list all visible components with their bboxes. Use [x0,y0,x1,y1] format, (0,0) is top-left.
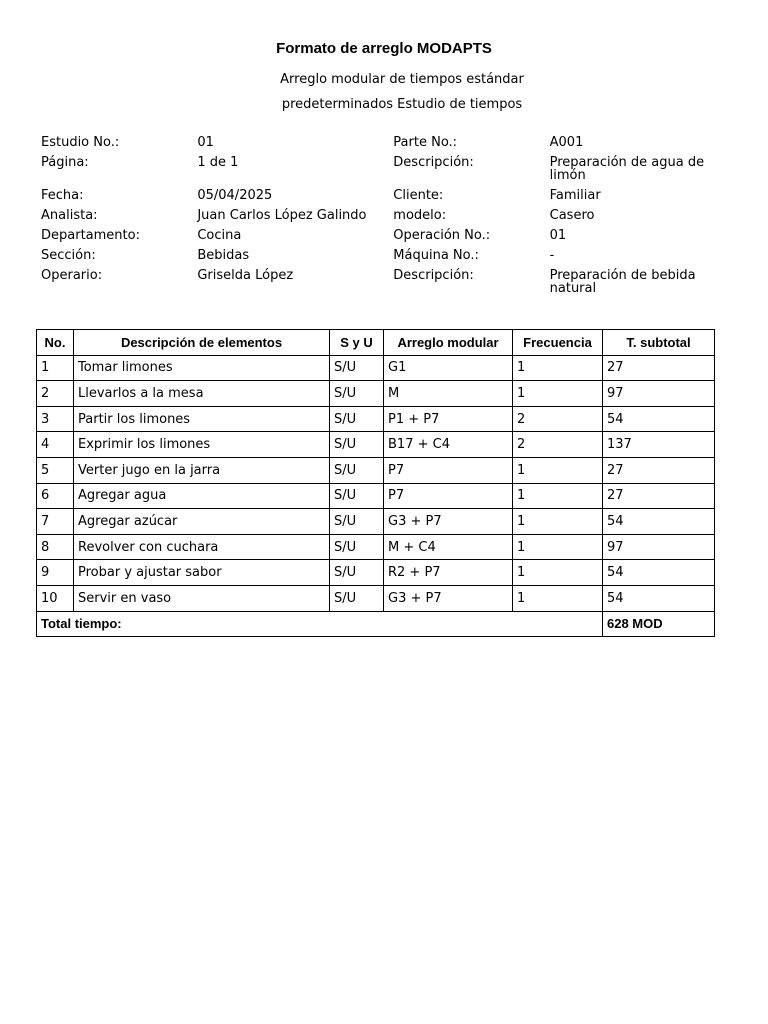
total-label: Total tiempo: [37,611,603,637]
info-label: Departamento: [41,228,140,243]
info-value: 01 [197,135,214,150]
cell-subtotal: 27 [603,483,715,509]
info-value: - [549,248,555,263]
info-row [41,156,721,189]
table-row [37,585,715,611]
info-row [41,209,721,229]
cell-s-y-u: S/U [330,585,384,611]
cell-no: 1 [37,355,74,381]
col-header-frecuencia: Frecuencia [513,330,603,356]
total-row [37,611,715,637]
info-value: 1 de 1 [197,155,239,170]
cell-s-y-u: S/U [330,560,384,586]
info-value: Griselda López [197,268,294,283]
cell-description: Partir los limones [74,406,330,432]
cell-description: Verter jugo en la jarra [74,457,330,483]
table-row [37,381,715,407]
table-row [37,457,715,483]
info-value: Bebidas [197,248,250,263]
cell-frecuencia: 2 [513,406,603,432]
cell-frecuencia: 1 [513,509,603,535]
info-label: Sección: [41,248,96,263]
cell-no: 3 [37,406,74,432]
info-label: Descripción: [393,155,474,170]
info-row [41,269,721,302]
cell-no: 2 [37,381,74,407]
cell-s-y-u: S/U [330,406,384,432]
cell-s-y-u: S/U [330,534,384,560]
info-value: Familiar [549,188,601,203]
info-label: Fecha: [41,188,84,203]
cell-frecuencia: 1 [513,355,603,381]
cell-description: Exprimir los limones [74,432,330,458]
info-value: Juan Carlos López Galindo [197,208,367,223]
cell-no: 5 [37,457,74,483]
cell-frecuencia: 2 [513,432,603,458]
info-value: Casero [549,208,595,223]
table-row [37,355,715,381]
cell-arreglo-modular: P1 + P7 [384,406,513,432]
info-value: Cocina [197,228,242,243]
cell-subtotal: 97 [603,534,715,560]
info-row [41,249,721,269]
cell-no: 6 [37,483,74,509]
elements-table-body [37,355,715,611]
cell-description: Llevarlos a la mesa [74,381,330,407]
cell-arreglo-modular: P7 [384,483,513,509]
total-value: 628 MOD [603,611,715,637]
cell-s-y-u: S/U [330,381,384,407]
info-label: Parte No.: [393,135,458,150]
table-row [37,483,715,509]
cell-subtotal: 27 [603,457,715,483]
cell-s-y-u: S/U [330,432,384,458]
info-label: Máquina No.: [393,248,479,263]
cell-no: 9 [37,560,74,586]
cell-frecuencia: 1 [513,560,603,586]
col-header-arreglo-modular: Arreglo modular [384,330,513,356]
document-subtitle-line-2: predeterminados Estudio de tiempos [281,97,523,112]
cell-no: 8 [37,534,74,560]
elements-table [36,329,715,637]
cell-subtotal: 54 [603,560,715,586]
cell-s-y-u: S/U [330,457,384,483]
cell-arreglo-modular: G3 + P7 [384,585,513,611]
cell-subtotal: 97 [603,381,715,407]
info-value: 01 [549,228,567,243]
cell-no: 7 [37,509,74,535]
cell-subtotal: 137 [603,432,715,458]
study-info-body [41,136,721,302]
info-label: Descripción: [393,268,474,283]
cell-s-y-u: S/U [330,509,384,535]
table-row [37,406,715,432]
info-value: Preparación de bebida natural [549,268,696,296]
table-row [37,509,715,535]
col-header-s-y-u: S y U [330,330,384,356]
info-label: Operación No.: [393,228,491,243]
cell-arreglo-modular: M [384,381,513,407]
col-header-subtotal: T. subtotal [603,330,715,356]
cell-no: 10 [37,585,74,611]
study-info-table [41,136,721,302]
info-label: Operario: [41,268,103,283]
table-row [37,432,715,458]
table-header-row [37,330,715,356]
cell-arreglo-modular: B17 + C4 [384,432,513,458]
cell-arreglo-modular: G1 [384,355,513,381]
col-header-no: No. [37,330,74,356]
info-value: Preparación de agua de limón [549,155,705,183]
info-row [41,189,721,209]
cell-s-y-u: S/U [330,355,384,381]
cell-frecuencia: 1 [513,534,603,560]
col-header-description: Descripción de elementos [74,330,330,356]
info-label: modelo: [393,208,447,223]
cell-description: Agregar agua [74,483,330,509]
cell-arreglo-modular: M + C4 [384,534,513,560]
cell-arreglo-modular: R2 + P7 [384,560,513,586]
table-row [37,534,715,560]
cell-frecuencia: 1 [513,483,603,509]
cell-frecuencia: 1 [513,457,603,483]
info-value: 05/04/2025 [197,188,273,203]
info-row [41,229,721,249]
cell-description: Tomar limones [74,355,330,381]
info-label: Analista: [41,208,98,223]
cell-description: Servir en vaso [74,585,330,611]
cell-no: 4 [37,432,74,458]
cell-subtotal: 54 [603,585,715,611]
info-row [41,136,721,156]
info-value: A001 [549,135,584,150]
cell-subtotal: 27 [603,355,715,381]
cell-arreglo-modular: P7 [384,457,513,483]
cell-s-y-u: S/U [330,483,384,509]
cell-subtotal: 54 [603,509,715,535]
document-title: Formato de arreglo MODAPTS [276,40,492,57]
info-label: Cliente: [393,188,444,203]
cell-description: Revolver con cuchara [74,534,330,560]
info-label: Página: [41,155,89,170]
table-row [37,560,715,586]
cell-frecuencia: 1 [513,585,603,611]
info-label: Estudio No.: [41,135,120,150]
cell-description: Probar y ajustar sabor [74,560,330,586]
cell-description: Agregar azúcar [74,509,330,535]
document-subtitle-line-1: Arreglo modular de tiempos estándar [280,72,524,87]
cell-arreglo-modular: G3 + P7 [384,509,513,535]
cell-frecuencia: 1 [513,381,603,407]
cell-subtotal: 54 [603,406,715,432]
